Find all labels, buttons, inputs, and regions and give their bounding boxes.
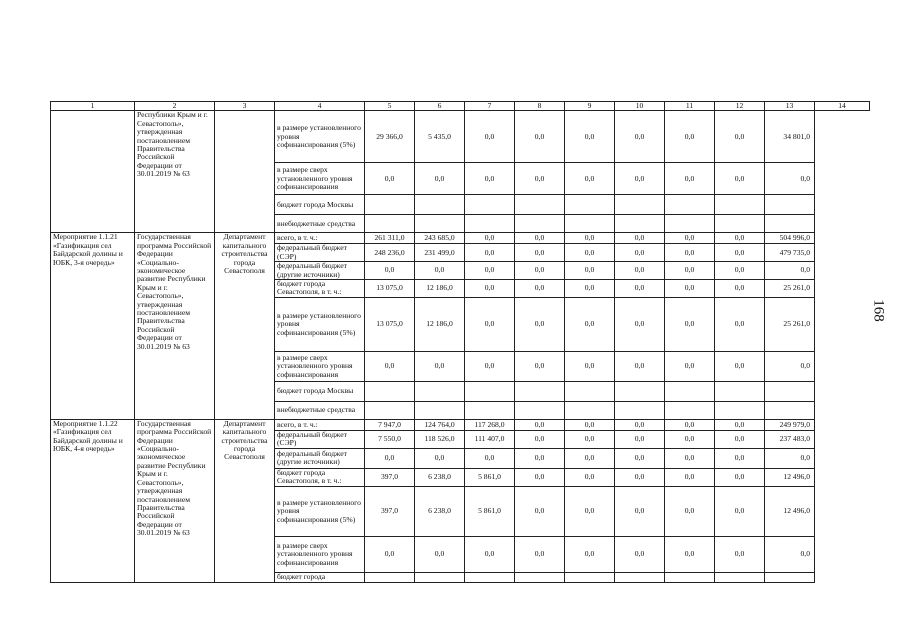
value-cell: 0,0 — [565, 486, 615, 536]
program-cell: Республики Крым и г. Севастополь», утвержденная постановлением Правительства Российской Федерации от 30.01.2019 № 63 — [135, 111, 215, 233]
value-cell — [415, 572, 465, 582]
funding-source: бюджет города Москвы — [275, 381, 365, 401]
value-cell: 0,0 — [715, 486, 765, 536]
value-cell — [765, 381, 815, 401]
executor-cell: Департамент капитального строительства города Севастополя — [215, 419, 275, 582]
value-cell: 249 979,0 — [765, 419, 815, 430]
value-cell: 261 311,0 — [365, 233, 415, 244]
value-cell — [765, 401, 815, 419]
column-header: 8 — [515, 102, 565, 111]
value-cell: 0,0 — [665, 297, 715, 351]
value-cell: 0,0 — [365, 448, 415, 468]
value-cell: 397,0 — [365, 486, 415, 536]
value-cell — [515, 572, 565, 582]
value-cell: 0,0 — [415, 262, 465, 280]
value-cell: 0,0 — [665, 111, 715, 163]
value-cell: 237 483,0 — [765, 430, 815, 448]
value-cell: 0,0 — [465, 297, 515, 351]
value-cell: 0,0 — [565, 280, 615, 298]
funding-source: всего, в т. ч.: — [275, 419, 365, 430]
program-cell: Государственная программа Российской Федерации «Социально-экономическое развитие Республики Крым и г. Севастополь», утвержденная постановлением Правительства Российской Федерации от 30.01.2019 № 63 — [135, 233, 215, 419]
value-cell: 0,0 — [715, 297, 765, 351]
value-cell: 0,0 — [565, 233, 615, 244]
value-cell — [715, 401, 765, 419]
value-cell — [765, 215, 815, 233]
column-header: 5 — [365, 102, 415, 111]
value-cell: 0,0 — [565, 430, 615, 448]
value-cell — [715, 381, 765, 401]
value-cell — [415, 381, 465, 401]
value-cell: 0,0 — [715, 430, 765, 448]
value-cell: 0,0 — [765, 163, 815, 195]
value-cell: 0,0 — [465, 280, 515, 298]
value-cell — [665, 215, 715, 233]
value-cell: 0,0 — [465, 536, 515, 572]
budget-table — [50, 101, 870, 583]
table-row — [51, 419, 870, 430]
value-cell: 0,0 — [515, 244, 565, 262]
column-header: 13 — [765, 102, 815, 111]
value-cell: 0,0 — [565, 468, 615, 486]
value-cell: 0,0 — [515, 486, 565, 536]
value-cell: 25 261,0 — [765, 297, 815, 351]
funding-source: федеральный бюджет (другие источники) — [275, 262, 365, 280]
value-cell: 0,0 — [665, 419, 715, 430]
value-cell: 0,0 — [415, 448, 465, 468]
value-cell: 117 268,0 — [465, 419, 515, 430]
value-cell: 0,0 — [665, 233, 715, 244]
value-cell: 29 366,0 — [365, 111, 415, 163]
value-cell: 7 550,0 — [365, 430, 415, 448]
column-header: 2 — [135, 102, 215, 111]
value-cell — [465, 381, 515, 401]
value-cell — [415, 215, 465, 233]
value-cell — [565, 401, 615, 419]
event-name: Мероприятие 1.1.22 «Газификация сел Байдарской долины и ЮБК, 4-я очередь» — [51, 419, 135, 582]
value-cell — [665, 572, 715, 582]
funding-source: бюджет города Севастополя, в т. ч.: — [275, 468, 365, 486]
value-cell — [765, 572, 815, 582]
value-cell: 0,0 — [765, 351, 815, 381]
value-cell: 0,0 — [665, 486, 715, 536]
funding-source: в размере установленного уровня софинансирования (5%) — [275, 486, 365, 536]
value-cell — [715, 195, 765, 215]
value-cell: 0,0 — [715, 244, 765, 262]
value-cell: 0,0 — [615, 244, 665, 262]
value-cell: 0,0 — [615, 163, 665, 195]
column-header: 1 — [51, 102, 135, 111]
value-cell — [415, 401, 465, 419]
value-cell: 0,0 — [515, 430, 565, 448]
value-cell: 0,0 — [715, 163, 765, 195]
funding-source: в размере установленного уровня софинансирования (5%) — [275, 111, 365, 163]
funding-source: федеральный бюджет (другие источники) — [275, 448, 365, 468]
value-cell: 5 435,0 — [415, 111, 465, 163]
value-cell: 231 499,0 — [415, 244, 465, 262]
value-cell: 0,0 — [715, 262, 765, 280]
value-cell: 0,0 — [515, 111, 565, 163]
value-cell — [465, 215, 515, 233]
value-cell — [465, 195, 515, 215]
value-cell: 0,0 — [615, 111, 665, 163]
event-name: Мероприятие 1.1.21 «Газификация сел Байдарской долины и ЮБК, 3-я очередь» — [51, 233, 135, 419]
value-cell: 0,0 — [615, 448, 665, 468]
value-cell — [515, 381, 565, 401]
funding-source: внебюджетные средства — [275, 215, 365, 233]
value-cell — [565, 195, 615, 215]
value-cell — [665, 381, 715, 401]
funding-source: в размере сверх установленного уровня софинансирования — [275, 163, 365, 195]
value-cell: 34 801,0 — [765, 111, 815, 163]
value-cell: 0,0 — [365, 536, 415, 572]
value-cell: 124 764,0 — [415, 419, 465, 430]
value-cell: 5 861,0 — [465, 468, 515, 486]
event-cell — [51, 111, 135, 233]
page-number: 168 — [870, 299, 887, 322]
column-header: 9 — [565, 102, 615, 111]
value-cell: 0,0 — [665, 448, 715, 468]
value-cell: 397,0 — [365, 468, 415, 486]
value-cell: 0,0 — [515, 163, 565, 195]
column-header: 7 — [465, 102, 515, 111]
value-cell: 0,0 — [615, 430, 665, 448]
funding-source: внебюджетные средства — [275, 401, 365, 419]
value-cell: 0,0 — [365, 163, 415, 195]
value-cell: 0,0 — [565, 536, 615, 572]
value-cell — [665, 195, 715, 215]
value-cell: 0,0 — [715, 536, 765, 572]
funding-source: в размере установленного уровня софинансирования (5%) — [275, 297, 365, 351]
value-cell: 0,0 — [665, 430, 715, 448]
value-cell: 0,0 — [565, 297, 615, 351]
executor-cell — [215, 111, 275, 233]
value-cell — [365, 401, 415, 419]
value-cell: 0,0 — [615, 280, 665, 298]
value-cell: 25 261,0 — [765, 280, 815, 298]
value-cell: 0,0 — [765, 448, 815, 468]
value-cell: 479 735,0 — [765, 244, 815, 262]
value-cell — [515, 401, 565, 419]
value-cell: 0,0 — [715, 448, 765, 468]
value-cell: 0,0 — [465, 448, 515, 468]
funding-source: бюджет города Москвы — [275, 195, 365, 215]
value-cell: 0,0 — [565, 163, 615, 195]
column-header: 10 — [615, 102, 665, 111]
value-cell: 0,0 — [765, 536, 815, 572]
executor-cell: Департамент капитального строительства города Севастополя — [215, 233, 275, 419]
value-cell: 0,0 — [665, 163, 715, 195]
value-cell: 0,0 — [515, 233, 565, 244]
value-cell: 0,0 — [715, 419, 765, 430]
value-cell: 504 996,0 — [765, 233, 815, 244]
value-cell: 0,0 — [665, 468, 715, 486]
value-cell: 13 075,0 — [365, 297, 415, 351]
column-header: 4 — [275, 102, 365, 111]
value-cell: 0,0 — [665, 262, 715, 280]
value-cell: 0,0 — [715, 233, 765, 244]
funding-source: всего, в т. ч.: — [275, 233, 365, 244]
value-cell — [715, 215, 765, 233]
value-cell: 0,0 — [515, 536, 565, 572]
value-cell: 0,0 — [615, 536, 665, 572]
value-cell — [565, 572, 615, 582]
value-cell — [465, 572, 515, 582]
column-header: 11 — [665, 102, 715, 111]
value-cell: 0,0 — [465, 111, 515, 163]
value-cell: 0,0 — [615, 233, 665, 244]
value-cell — [365, 215, 415, 233]
value-cell: 0,0 — [615, 419, 665, 430]
value-cell: 0,0 — [515, 468, 565, 486]
value-cell: 0,0 — [415, 163, 465, 195]
value-cell — [515, 215, 565, 233]
value-cell: 0,0 — [615, 351, 665, 381]
value-cell: 13 075,0 — [365, 280, 415, 298]
value-cell: 243 685,0 — [415, 233, 465, 244]
column-header: 6 — [415, 102, 465, 111]
value-cell: 0,0 — [615, 297, 665, 351]
value-cell: 0,0 — [415, 536, 465, 572]
program-cell: Государственная программа Российской Федерации «Социально-экономическое развитие Республики Крым и г. Севастополь», утвержденная постановлением Правительства Российской Федерации от 30.01.2019 № 63 — [135, 419, 215, 582]
value-cell: 0,0 — [665, 351, 715, 381]
funding-source: бюджет города — [275, 572, 365, 582]
value-cell: 111 407,0 — [465, 430, 515, 448]
funding-source: в размере сверх установленного уровня софинансирования — [275, 351, 365, 381]
funding-source: федеральный бюджет (СЭР) — [275, 244, 365, 262]
value-cell: 0,0 — [565, 262, 615, 280]
value-cell: 0,0 — [665, 244, 715, 262]
value-cell: 12 186,0 — [415, 297, 465, 351]
value-cell — [615, 572, 665, 582]
value-cell: 7 947,0 — [365, 419, 415, 430]
value-cell: 0,0 — [715, 468, 765, 486]
value-cell: 0,0 — [465, 351, 515, 381]
value-cell: 0,0 — [515, 297, 565, 351]
value-cell: 0,0 — [465, 233, 515, 244]
funding-source: федеральный бюджет (СЭР) — [275, 430, 365, 448]
value-cell — [365, 195, 415, 215]
value-cell: 0,0 — [465, 244, 515, 262]
value-cell: 6 238,0 — [415, 486, 465, 536]
header-row — [51, 102, 870, 111]
column-header: 12 — [715, 102, 765, 111]
value-cell: 0,0 — [465, 262, 515, 280]
value-cell: 0,0 — [615, 468, 665, 486]
value-cell: 5 861,0 — [465, 486, 515, 536]
value-cell: 0,0 — [565, 448, 615, 468]
value-cell: 0,0 — [515, 419, 565, 430]
column-header: 3 — [215, 102, 275, 111]
value-cell: 118 526,0 — [415, 430, 465, 448]
value-cell: 0,0 — [515, 280, 565, 298]
value-cell — [715, 572, 765, 582]
value-cell: 0,0 — [365, 262, 415, 280]
value-cell — [415, 195, 465, 215]
value-cell: 12 186,0 — [415, 280, 465, 298]
value-cell: 0,0 — [665, 280, 715, 298]
value-cell: 0,0 — [615, 262, 665, 280]
value-cell: 12 496,0 — [765, 486, 815, 536]
value-cell: 0,0 — [365, 351, 415, 381]
value-cell: 0,0 — [565, 111, 615, 163]
value-cell — [465, 401, 515, 419]
value-cell: 0,0 — [715, 280, 765, 298]
value-cell: 0,0 — [515, 262, 565, 280]
value-cell — [665, 401, 715, 419]
value-cell: 0,0 — [715, 111, 765, 163]
value-cell: 0,0 — [765, 262, 815, 280]
value-cell: 0,0 — [615, 486, 665, 536]
value-cell — [565, 381, 615, 401]
funding-source: бюджет города Севастополя, в т. ч.: — [275, 280, 365, 298]
column-header: 14 — [815, 102, 870, 111]
value-cell — [515, 195, 565, 215]
value-cell — [615, 215, 665, 233]
value-cell: 0,0 — [565, 351, 615, 381]
value-cell: 0,0 — [515, 448, 565, 468]
value-cell: 0,0 — [465, 163, 515, 195]
value-cell — [615, 401, 665, 419]
table-row — [51, 233, 870, 244]
value-cell — [565, 215, 615, 233]
value-cell — [615, 195, 665, 215]
value-cell — [615, 381, 665, 401]
value-cell: 12 496,0 — [765, 468, 815, 486]
value-cell — [365, 381, 415, 401]
value-cell: 0,0 — [715, 351, 765, 381]
value-cell: 0,0 — [415, 351, 465, 381]
value-cell — [365, 572, 415, 582]
table-row — [51, 111, 870, 163]
value-cell: 248 236,0 — [365, 244, 415, 262]
value-cell — [765, 195, 815, 215]
value-cell: 0,0 — [515, 351, 565, 381]
value-cell: 0,0 — [565, 244, 615, 262]
value-cell: 0,0 — [665, 536, 715, 572]
funding-source: в размере сверх установленного уровня софинансирования — [275, 536, 365, 572]
value-cell: 0,0 — [565, 419, 615, 430]
value-cell: 6 238,0 — [415, 468, 465, 486]
